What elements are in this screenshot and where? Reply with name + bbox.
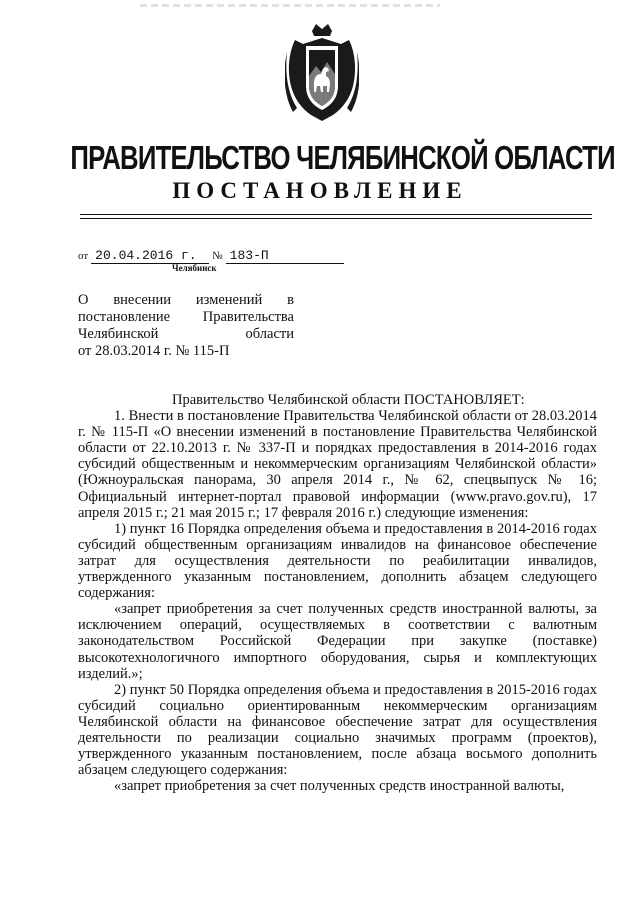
paragraph-4: 2) пункт 50 Порядка определения объема и предоставления в 2015-2016 годах субсидий социально ориентированным некоммерческим организациям Челябинской области на финансовое обеспечение затрат для осуществления деятельности по реализации социально значимых программ (проектов), утвержденного указанным постановлением, после абзаца восьмого дополнить абзацем следующего содержания: [78, 681, 597, 779]
subject-line: от 28.03.2014 г. № 115-П [78, 343, 230, 359]
scan-artifact [140, 4, 440, 7]
header-divider [80, 214, 592, 215]
subject-word: Челябинской [78, 326, 159, 342]
document-subject [78, 292, 294, 360]
chelyabinsk-coat-of-arms-icon [285, 22, 359, 124]
subject-line [78, 309, 294, 326]
subject-word: изменений [195, 292, 263, 308]
header-divider-thin [80, 218, 592, 219]
subject-word: внесении [113, 292, 172, 308]
subject-word: постановление [78, 309, 171, 325]
document-type: ПОСТАНОВЛЕНИЕ [172, 178, 468, 203]
document-body [78, 392, 597, 794]
document-city: Челябинск [172, 263, 217, 273]
paragraph-5: «запрет приобретения за счет полученных средств иностранной валюты, [114, 778, 565, 795]
subject-line [78, 292, 294, 309]
subject-word: Правительства [202, 309, 294, 325]
date-prefix: от [78, 250, 89, 262]
subject-word: в [287, 292, 294, 308]
resolution-preamble: Правительство Челябинской области ПОСТАНОВЛЯЕТ: [172, 392, 525, 408]
document-date: 20.04.2016 г. [91, 248, 209, 264]
subject-line [78, 326, 294, 343]
document-details [78, 248, 344, 264]
number-prefix: № [212, 250, 223, 262]
subject-word: области [245, 326, 294, 342]
government-title: ПРАВИТЕЛЬСТВО ЧЕЛЯБИНСКОЙ ОБЛАСТИ [70, 139, 615, 176]
paragraph-2: 1) пункт 16 Порядка определения объема и предоставления в 2014-2016 годах субсидий общественным организациям инвалидов на финансовое обеспечение затрат для осуществления деятельности по реабилитации инвалидов, утвержденного указанным постановлением, дополнить абзацем следующего содержания: [78, 520, 597, 602]
subject-word: О [78, 292, 89, 308]
document-number: 183-П [226, 248, 344, 264]
paragraph-1: 1. Внести в постановление Правительства Челябинской области от 28.03.2014 г. № 115-П «О внесении изменений в постановление Правительства Челябинской области от 22.10.2013 г. № 337-П и порядках предоставления в 2014-2016 годах субсидий общественным и некоммерческим организациям Челябинской области» (Южноуральская панорама, 30 апреля 2014 г., № 62, спецвыпуск № 16; Официальный интернет-портал правовой информации (www.pravo.gov.ru), 17 апреля 2015 г.; 21 мая 2015 г.; 17 февраля 2016 г.) следующие изменения: [78, 408, 597, 521]
paragraph-3: «запрет приобретения за счет полученных средств иностранной валюты, за исключением операций, осуществляемых в соответствии с валютным законодательством Российской Федерации при закупке (поставке) высокотехнологичного импортного оборудования, сырья и комплектующих изделий.»; [78, 601, 597, 682]
